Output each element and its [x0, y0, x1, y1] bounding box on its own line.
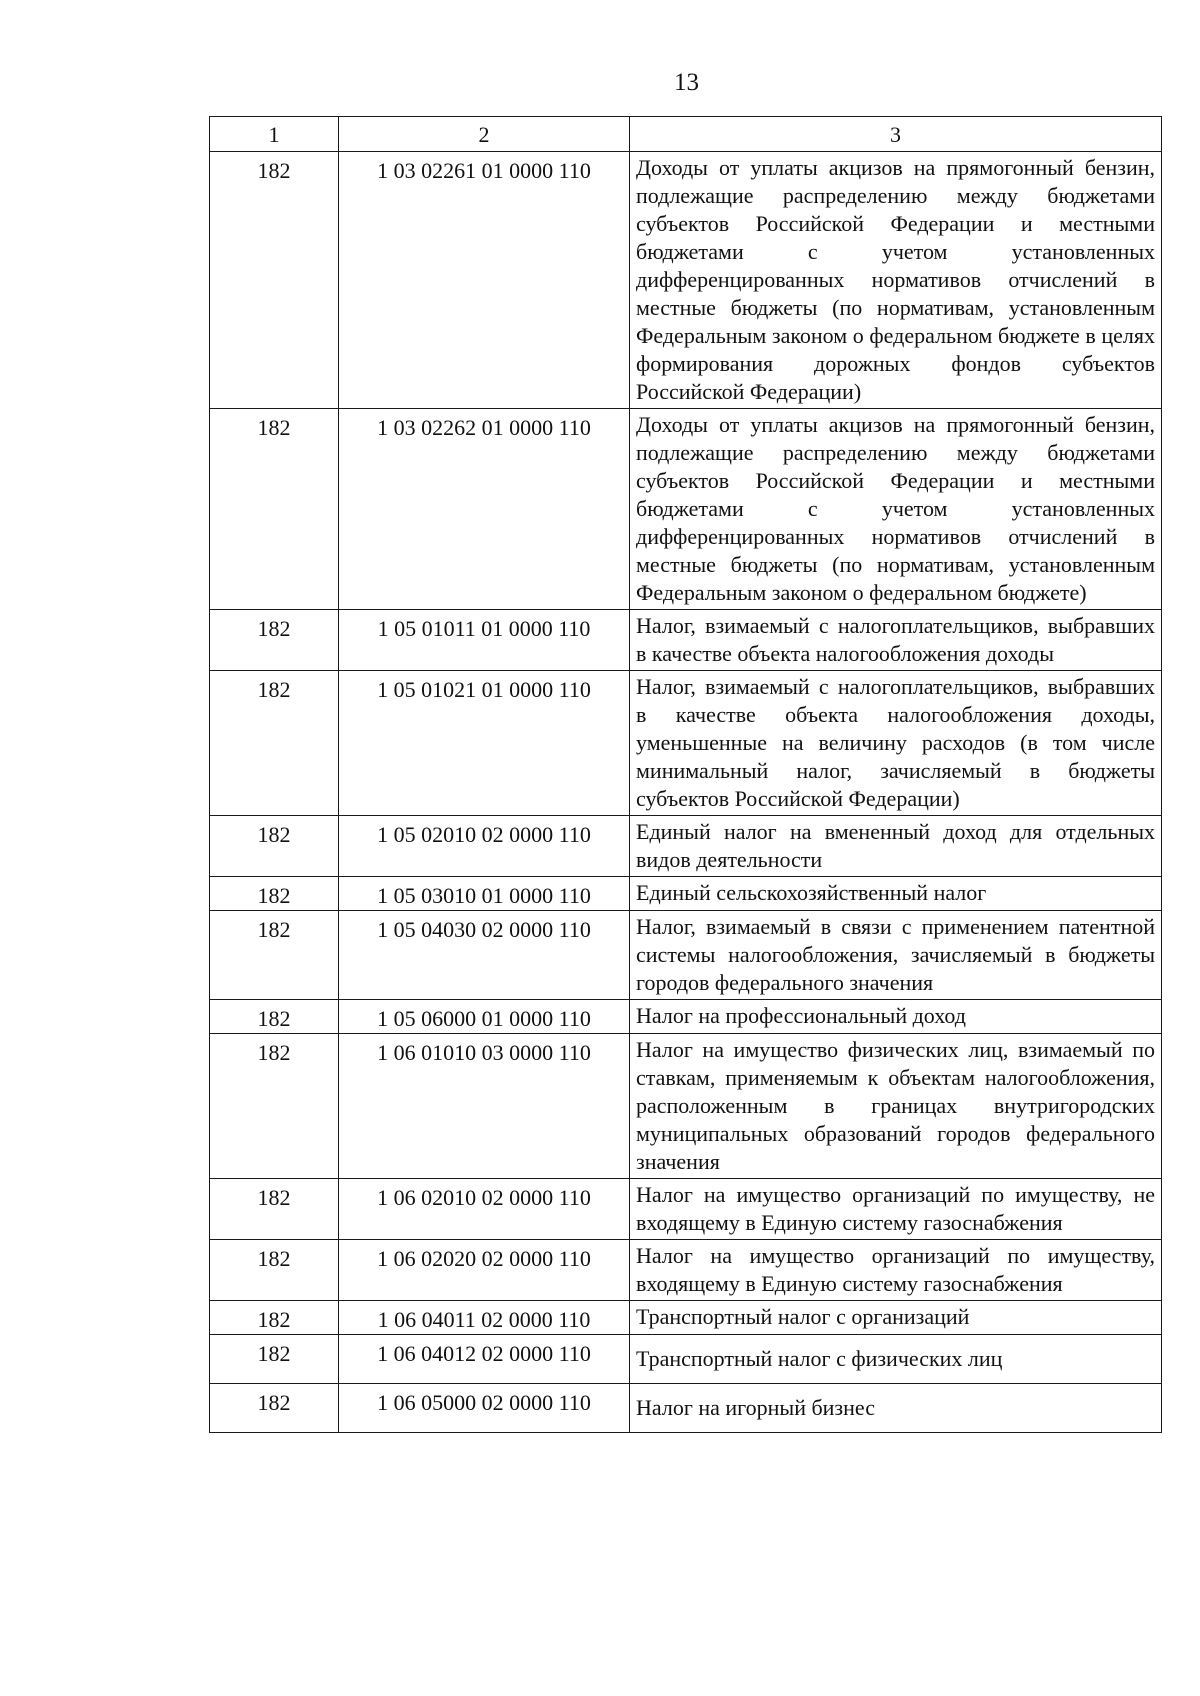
table-row — [210, 877, 1162, 911]
revenue-code-cell: 1 06 04011 02 0000 110 — [339, 1301, 630, 1335]
table-row — [210, 409, 1162, 610]
revenue-code-cell: 1 03 02262 01 0000 110 — [339, 409, 630, 610]
admin-code-cell: 182 — [210, 1034, 339, 1179]
revenue-code-cell: 1 05 02010 02 0000 110 — [339, 816, 630, 877]
description-cell: Доходы от уплаты акцизов на прямогонный бензин, подлежащие распределению между бюджетами субъектов Российской Федерации и местными бюджетами с учетом установленных дифференцированных нормативов отчислений в местные бюджеты (по нормативам, установленным Федеральным законом о федеральном бюджете) — [630, 409, 1162, 610]
revenue-code-cell: 1 03 02261 01 0000 110 — [339, 152, 630, 409]
description-cell: Налог, взимаемый в связи с применением патентной системы налогообложения, зачисляемый в бюджеты городов федерального значения — [630, 911, 1162, 1000]
revenue-code-cell: 1 06 02020 02 0000 110 — [339, 1240, 630, 1301]
description-cell: Налог на имущество организаций по имуществу, не входящему в Единую систему газоснабжения — [630, 1179, 1162, 1240]
column-header-3: 3 — [630, 117, 1162, 152]
revenue-code-cell: 1 05 06000 01 0000 110 — [339, 1000, 630, 1034]
revenue-code-cell: 1 05 01021 01 0000 110 — [339, 671, 630, 816]
revenue-code-cell: 1 06 04012 02 0000 110 — [339, 1335, 630, 1384]
admin-code-cell: 182 — [210, 1301, 339, 1335]
table-row — [210, 1034, 1162, 1179]
table-row — [210, 610, 1162, 671]
admin-code-cell: 182 — [210, 1000, 339, 1034]
revenue-code-cell: 1 05 01011 01 0000 110 — [339, 610, 630, 671]
table-row — [210, 671, 1162, 816]
table-row — [210, 1240, 1162, 1301]
admin-code-cell: 182 — [210, 877, 339, 911]
description-cell: Единый налог на вмененный доход для отдельных видов деятельности — [630, 816, 1162, 877]
table-row — [210, 1179, 1162, 1240]
description-cell: Налог, взимаемый с налогоплательщиков, выбравших в качестве объекта налогообложения доходы — [630, 610, 1162, 671]
description-cell: Транспортный налог с организаций — [630, 1301, 1162, 1335]
table-row — [210, 1384, 1162, 1433]
revenue-code-cell: 1 06 02010 02 0000 110 — [339, 1179, 630, 1240]
table-row — [210, 911, 1162, 1000]
revenue-code-cell: 1 05 04030 02 0000 110 — [339, 911, 630, 1000]
page-number: 13 — [674, 69, 699, 96]
admin-code-cell: 182 — [210, 1179, 339, 1240]
admin-code-cell: 182 — [210, 816, 339, 877]
description-cell: Единый сельскохозяйственный налог — [630, 877, 1162, 911]
revenue-code-cell: 1 06 05000 02 0000 110 — [339, 1384, 630, 1433]
admin-code-cell: 182 — [210, 1335, 339, 1384]
description-cell: Налог, взимаемый с налогоплательщиков, выбравших в качестве объекта налогообложения доходы, уменьшенные на величину расходов (в том числе минимальный налог, зачисляемый в бюджеты субъектов Российской Федерации) — [630, 671, 1162, 816]
description-cell: Доходы от уплаты акцизов на прямогонный бензин, подлежащие распределению между бюджетами субъектов Российской Федерации и местными бюджетами с учетом установленных дифференцированных нормативов отчислений в местные бюджеты (по нормативам, установленным Федеральным законом о федеральном бюджете в целях формирования дорожных фондов субъектов Российской Федерации) — [630, 152, 1162, 409]
table-row — [210, 1301, 1162, 1335]
table-row — [210, 152, 1162, 409]
table-row — [210, 1000, 1162, 1034]
admin-code-cell: 182 — [210, 911, 339, 1000]
description-cell: Транспортный налог с физических лиц — [630, 1335, 1162, 1384]
admin-code-cell: 182 — [210, 610, 339, 671]
column-header-2: 2 — [339, 117, 630, 152]
table-row — [210, 816, 1162, 877]
admin-code-cell: 182 — [210, 671, 339, 816]
admin-code-cell: 182 — [210, 152, 339, 409]
admin-code-cell: 182 — [210, 1384, 339, 1433]
revenue-code-cell: 1 05 03010 01 0000 110 — [339, 877, 630, 911]
admin-code-cell: 182 — [210, 409, 339, 610]
column-header-1: 1 — [210, 117, 339, 152]
table-header-row — [210, 117, 1162, 152]
revenue-codes-table — [209, 116, 1162, 1433]
table-row — [210, 1335, 1162, 1384]
description-cell: Налог на игорный бизнес — [630, 1384, 1162, 1433]
revenue-code-cell: 1 06 01010 03 0000 110 — [339, 1034, 630, 1179]
admin-code-cell: 182 — [210, 1240, 339, 1301]
description-cell: Налог на имущество организаций по имуществу, входящему в Единую систему газоснабжения — [630, 1240, 1162, 1301]
description-cell: Налог на имущество физических лиц, взимаемый по ставкам, применяемым к объектам налогообложения, расположенным в границах внутригородских муниципальных образований городов федерального значения — [630, 1034, 1162, 1179]
description-cell: Налог на профессиональный доход — [630, 1000, 1162, 1034]
